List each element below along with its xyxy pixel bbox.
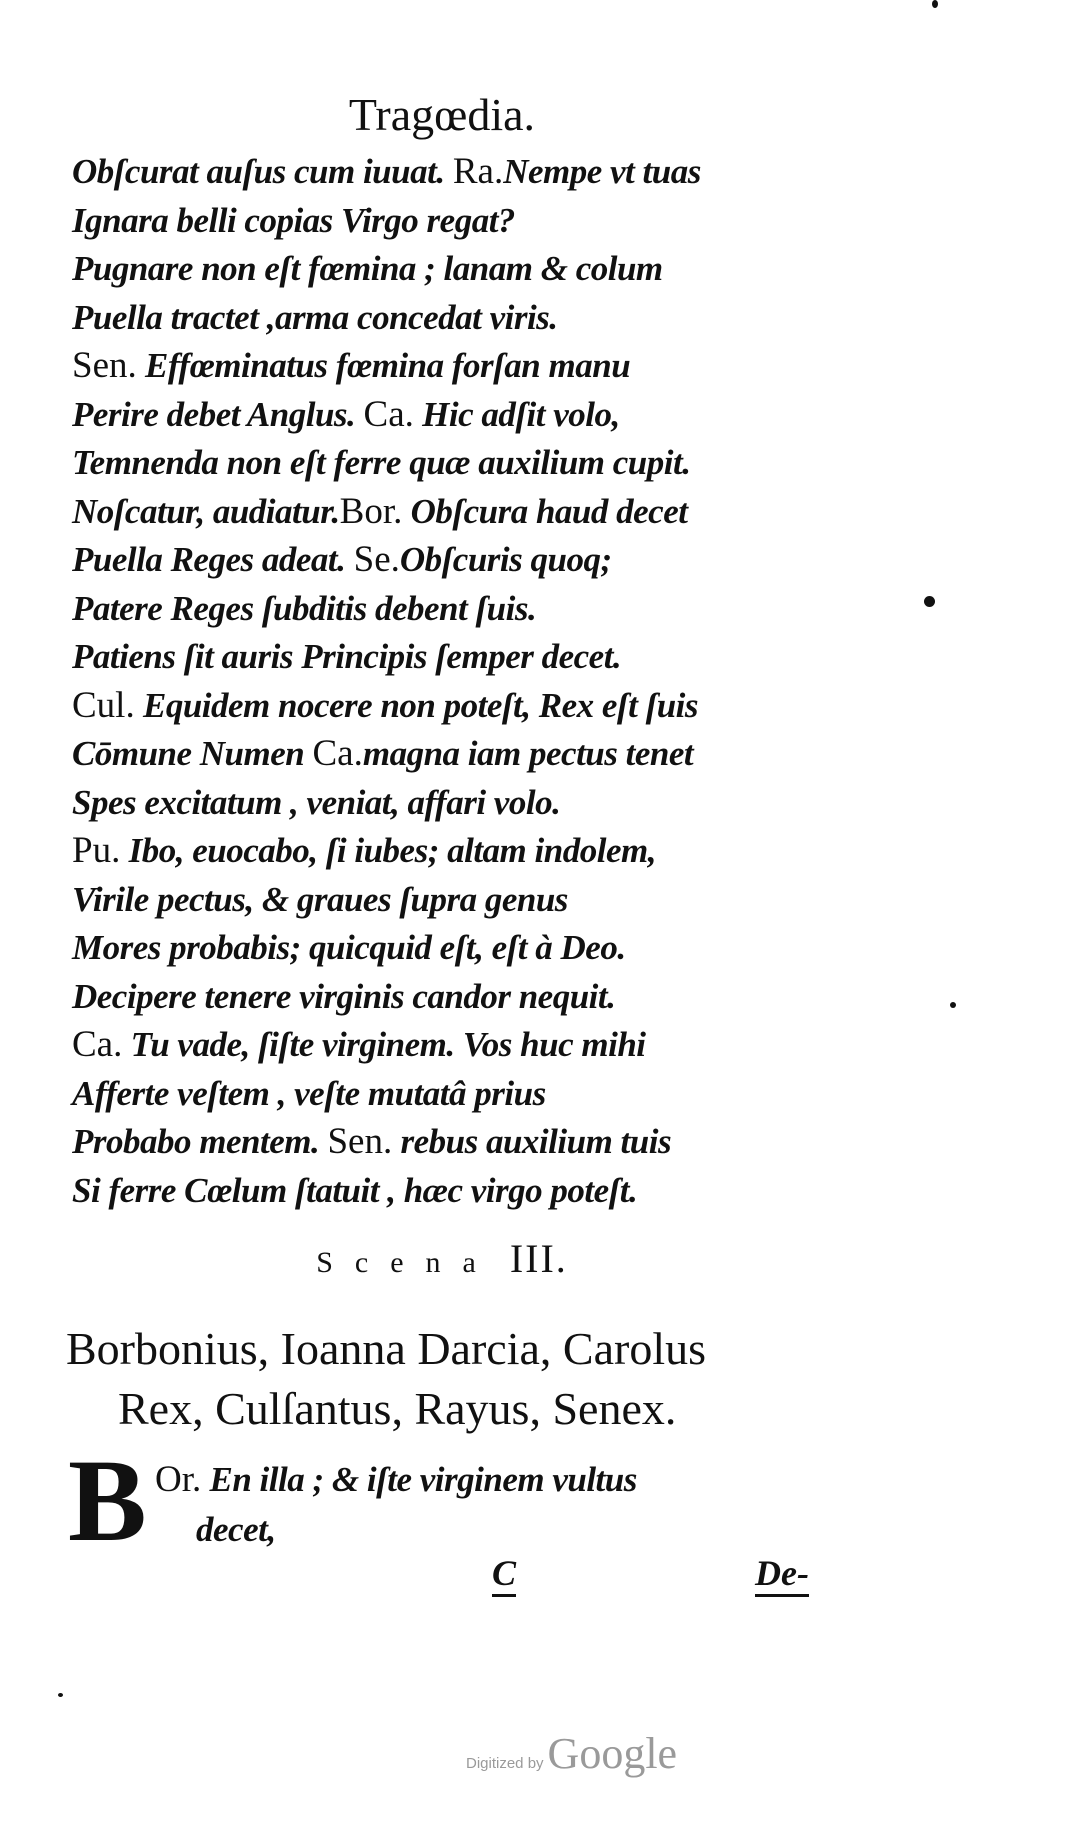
ink-speck (932, 0, 938, 8)
verse-text: Puella tractet ,arma concedat viris. (72, 297, 558, 337)
verse-text: Perire debet Anglus. (72, 394, 364, 434)
verse-text: Puella Reges adeat. (72, 540, 354, 579)
verse-text: Ibo, euocabo, ſi iubes; altam indolem, (120, 831, 656, 870)
verse-line (72, 924, 701, 973)
verse-line (72, 730, 701, 779)
speaker-tag: Ca. (72, 1024, 123, 1065)
drop-cap: B (68, 1435, 147, 1566)
verse-text: Probabo mentem. (72, 1122, 328, 1161)
verse-line (72, 682, 701, 731)
verse-text: Obſcuris quoq; (399, 540, 612, 579)
verse-text: rebus auxilium tuis (392, 1122, 672, 1161)
dramatis-personae-line: Borbonius, Ioanna Darcia, Carolus (66, 1323, 707, 1374)
google-logo: Google (547, 1729, 678, 1778)
speaker-tag: Ca. (363, 393, 414, 435)
verse-line (72, 1167, 701, 1216)
verse-line (72, 585, 701, 634)
speaker-tag: Ca. (312, 733, 363, 774)
ink-speck (950, 1002, 956, 1008)
scene-heading (0, 1235, 884, 1282)
opening-line-continuation: decet, (196, 1510, 276, 1549)
verse-line (72, 973, 701, 1022)
verse-line (72, 148, 701, 197)
verse-line (72, 1021, 701, 1070)
verse-text: Decipere tenere virginis candor nequit. (72, 976, 616, 1016)
verse-line (72, 439, 701, 488)
speaker-tag: Se. (353, 539, 400, 580)
verse-text: Pugnare non eſt fœmina ; lanam & colum (72, 249, 663, 288)
verse-text: Virile pectus, & graues ſupra genus (72, 879, 568, 919)
dramatis-personae-line: Rex, Culſantus, Rayus, Senex. (118, 1383, 677, 1434)
catchword: De- (755, 1552, 809, 1597)
speaker-tag: Pu. (72, 830, 121, 871)
opening-line (155, 1458, 637, 1501)
verse-text: Obſcura haud decet (402, 491, 688, 531)
verse-line (72, 488, 701, 537)
speaker-tag: Sen. (327, 1121, 393, 1162)
digitization-watermark (466, 1728, 677, 1779)
speaker-tag: Or. (155, 1459, 202, 1500)
verse-line (72, 342, 701, 391)
speaker-tag: Sen. (72, 345, 137, 386)
verse-text: magna iam pectus tenet (362, 734, 694, 773)
verse-text: Patiens ſit auris Principis ſemper decet. (72, 637, 622, 676)
verse-line (72, 197, 701, 246)
verse-text: Afferte veſtem , veſte mutatâ prius (72, 1073, 546, 1113)
verse-line (72, 1118, 701, 1167)
verse-text: Ignara belli copias Virgo regat? (72, 200, 515, 240)
verse-text: Hic adſit volo, (413, 394, 620, 434)
verse-text: Effœminatus fœmina forſan manu (136, 346, 631, 385)
verse-text: Mores probabis; quicquid eſt, eſt à Deo. (72, 928, 626, 967)
verse-text: Noſcatur, audiatur. (72, 491, 340, 531)
speaker-tag: Ra. (452, 151, 504, 192)
watermark-prefix: Digitized by (466, 1755, 544, 1772)
verse-line (72, 245, 701, 294)
verse-text: En illa ; & iſte virginem vultus (201, 1460, 637, 1499)
verse-line (72, 876, 701, 925)
signature-mark: C (492, 1552, 516, 1597)
verse-text: Si ferre Cœlum ſtatuit , hæc virgo poteſt. (72, 1170, 638, 1210)
verse-line (72, 536, 701, 585)
verse-text: Patere Reges ſubditis debent ſuis. (72, 588, 537, 628)
verse-text: Obſcurat auſus cum iuuat. (72, 152, 453, 191)
verse-text: Cōmune Numen (72, 734, 313, 773)
verse-line (72, 1070, 701, 1119)
verse-line (72, 294, 701, 343)
verse-text: Tu vade, ſiſte virginem. Vos huc mihi (122, 1025, 646, 1064)
speaker-tag: Cul. (72, 684, 135, 726)
verse-line (72, 391, 701, 440)
ink-speck (58, 1693, 63, 1697)
verse-text: Nempe vt tuas (503, 152, 701, 191)
verse-text: Spes excitatum , veniat, affari volo. (72, 782, 561, 822)
scene-number: III. (509, 1236, 568, 1281)
speaker-tag: Bor. (339, 490, 403, 532)
verse-block (72, 148, 701, 1215)
verse-line (72, 633, 701, 682)
running-head: Tragœdia. (348, 89, 536, 140)
verse-line (72, 779, 701, 828)
verse-text: Equidem nocere non poteſt, Rex eſt ſuis (134, 685, 699, 725)
verse-line (72, 827, 701, 876)
verse-text: Temnenda non eſt ferre quæ auxilium cupit. (72, 443, 691, 482)
ink-speck (924, 596, 935, 607)
scene-label: Scena (316, 1246, 498, 1279)
